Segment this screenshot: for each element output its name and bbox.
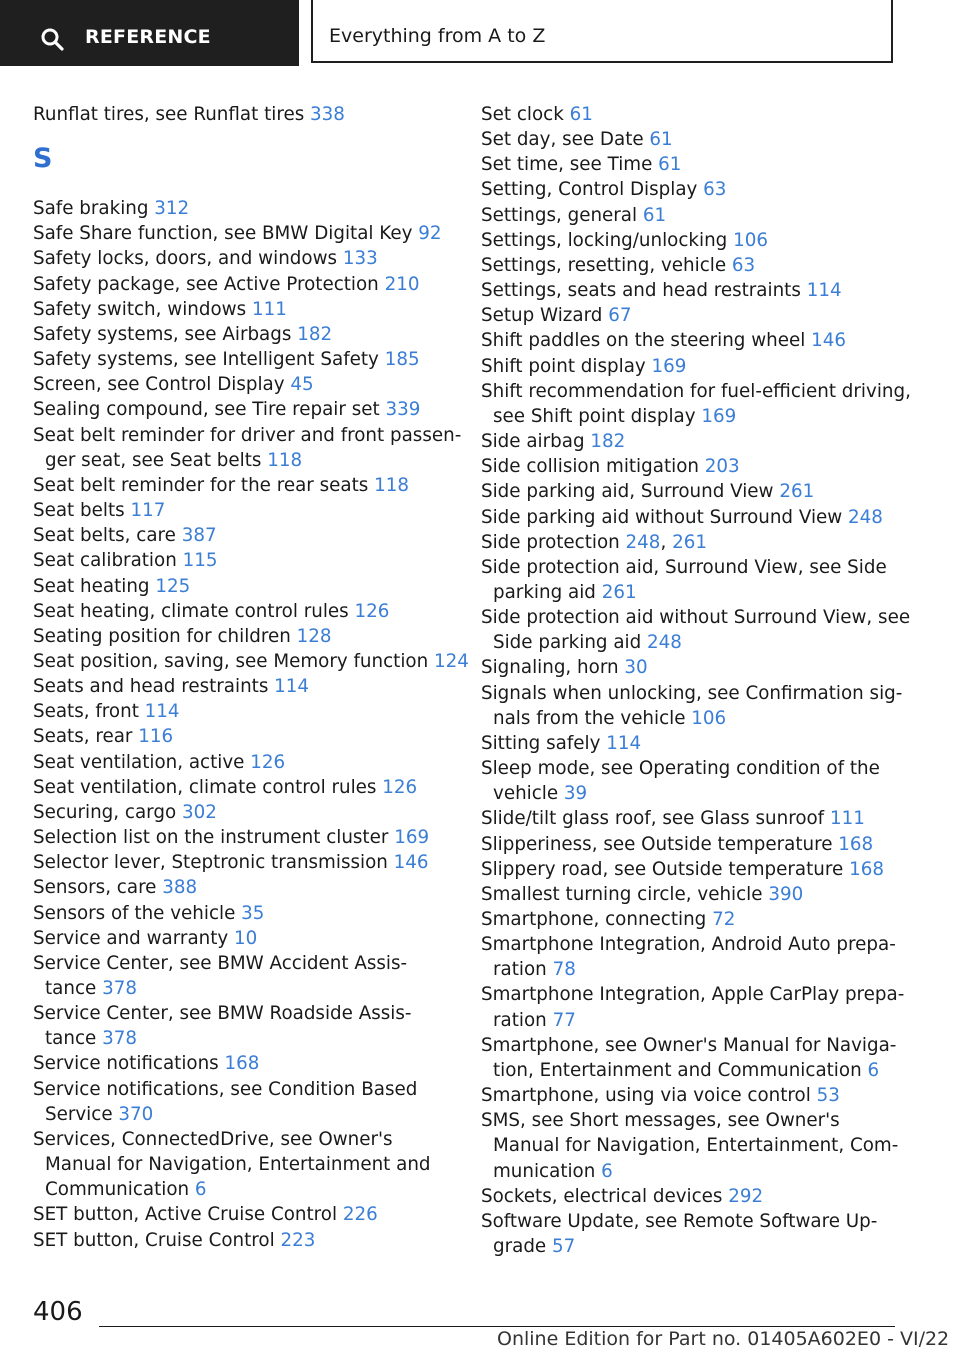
page-link[interactable]: 182 — [297, 323, 333, 345]
entry-text: Seats, rear — [33, 726, 133, 748]
entry-text: Seat heating — [33, 575, 150, 597]
page-link[interactable]: 114 — [806, 280, 842, 302]
page-link[interactable]: 223 — [280, 1229, 316, 1251]
page-link[interactable]: 126 — [354, 600, 390, 622]
page-link[interactable]: 388 — [162, 877, 198, 899]
index-entry — [33, 674, 453, 699]
entry-text: Seat belts, care — [33, 525, 176, 547]
index-entry — [33, 699, 453, 724]
index-entry — [481, 203, 911, 228]
index-entry — [481, 429, 911, 454]
entry-text: Seat belts — [33, 500, 125, 522]
index-entry — [481, 354, 911, 379]
entry-text: Setting, Control Display — [481, 179, 698, 201]
page-link[interactable]: 114 — [274, 676, 310, 698]
index-entry — [481, 228, 911, 253]
index-entry — [481, 177, 911, 202]
entry-text: Safety package, see Active Protection — [33, 273, 379, 295]
page-link[interactable]: 30 — [624, 657, 648, 679]
entry-text: Smartphone, see Owner's Manual for Naviga- — [481, 1034, 897, 1056]
page-link[interactable]: 302 — [181, 801, 217, 823]
page-link[interactable]: 39 — [563, 783, 588, 805]
entry-text: Seat ventilation, active — [33, 751, 245, 773]
index-entry — [33, 775, 453, 800]
index-entry — [33, 825, 453, 850]
page-link[interactable]: 387 — [181, 525, 217, 547]
index-entry — [481, 756, 911, 806]
page-link[interactable]: 10 — [234, 927, 258, 949]
page-link[interactable]: 61 — [569, 104, 593, 125]
entry-text: Communication — [45, 1179, 190, 1201]
entry-text: SET button, Cruise Control — [33, 1229, 275, 1251]
page-link[interactable]: 261 — [672, 531, 707, 553]
entry-text: Seating position for children — [33, 625, 291, 647]
index-entry — [481, 1033, 911, 1083]
index-entry — [481, 1108, 911, 1183]
index-entry — [33, 800, 453, 825]
entry-text: Safety systems, see Airbags — [33, 323, 292, 345]
page-link[interactable]: 168 — [849, 858, 884, 880]
index-column-right — [481, 102, 911, 1259]
entry-text: Screen, see Control Display — [33, 374, 285, 396]
entry-text: Services, ConnectedDrive, see Owner's — [33, 1128, 393, 1150]
entry-text: vehicle — [493, 783, 559, 805]
entry-text: tion, Entertainment and Communication — [493, 1059, 862, 1081]
entry-text: Settings, locking/unlocking — [481, 229, 728, 251]
page-link[interactable]: 248 — [647, 632, 682, 654]
entry-text: Safety systems, see Intelligent Safety — [33, 349, 379, 371]
page-link[interactable]: 114 — [144, 701, 180, 723]
entry-text: Safety switch, windows — [33, 298, 247, 320]
index-entry — [481, 731, 911, 756]
index-entry — [33, 1228, 453, 1253]
page-link[interactable]: 106 — [733, 229, 768, 251]
index-entry — [33, 347, 453, 372]
index-entry — [481, 1209, 911, 1259]
entry-text: Seat belt reminder for driver and front passen- — [33, 424, 462, 446]
index-entry — [481, 605, 911, 655]
index-entry — [33, 951, 453, 1001]
page-link[interactable]: 248 — [848, 506, 883, 528]
index-entry — [33, 649, 469, 674]
index-entry — [33, 297, 453, 322]
page-link[interactable]: 146 — [811, 330, 847, 352]
index-entry — [481, 982, 911, 1032]
entry-text: Side protection aid without Surround View, see — [481, 607, 911, 629]
entry-text: Settings, seats and head restraints — [481, 280, 801, 302]
page-link[interactable]: 114 — [606, 732, 642, 754]
entry-text: Shift recommendation for fuel-efficient driving, — [481, 380, 911, 402]
page-link[interactable]: 210 — [384, 273, 420, 295]
index-entry — [481, 832, 911, 857]
entry-text: Settings, resetting, vehicle — [481, 254, 727, 276]
index-entry — [481, 932, 911, 982]
index-entry — [33, 724, 453, 749]
entry-text: Software Update, see Remote Software Up- — [481, 1210, 878, 1232]
index-entry — [33, 875, 453, 900]
page-link[interactable]: 126 — [250, 751, 286, 773]
entry-text: SMS, see Short messages, see Owner's — [481, 1110, 840, 1132]
page-link[interactable]: 116 — [138, 726, 174, 748]
index-entry — [33, 926, 453, 951]
entry-text: Manual for Navigation, Entertainment, Com- — [493, 1135, 899, 1157]
entry-text: Side collision mitigation — [481, 456, 699, 478]
entry-text: Shift paddles on the steering wheel — [481, 330, 806, 352]
page-link[interactable]: 378 — [102, 978, 137, 999]
index-entry — [33, 1001, 453, 1051]
entry-text: Signaling, horn — [481, 657, 619, 679]
entry-text: Slide/tilt glass roof, see Glass sunroof — [481, 808, 825, 830]
entry-text: Seat calibration — [33, 550, 177, 572]
index-entry — [33, 523, 453, 548]
entry-text: Settings, general — [481, 204, 638, 226]
index-entry — [481, 655, 911, 680]
entry-text: Side parking aid, Surround View — [481, 481, 774, 503]
index-entry — [33, 221, 453, 246]
page-link[interactable]: 106 — [691, 707, 727, 729]
entry-text: Service and warranty — [33, 927, 229, 949]
page-link[interactable]: 118 — [267, 449, 303, 471]
page-link[interactable]: 185 — [384, 349, 420, 371]
entry-text: Side protection aid, Surround View, see Side — [481, 556, 887, 578]
entry-text: Seat ventilation, climate control rules — [33, 776, 377, 798]
entry-text: see Shift point display — [493, 405, 696, 427]
page-link[interactable]: 169 — [651, 355, 687, 377]
entry-text: tance — [45, 978, 97, 999]
index-entry — [481, 127, 911, 152]
entry-text: Seat position, saving, see Memory function — [33, 650, 429, 672]
entry-text: Sensors of the vehicle — [33, 902, 236, 924]
entry-text: Smartphone, connecting — [481, 909, 707, 930]
page-link[interactable]: 63 — [731, 254, 756, 276]
index-entry — [481, 328, 911, 353]
page-link[interactable]: 182 — [590, 431, 626, 453]
index-entry — [33, 397, 453, 422]
entry-text: Safe braking — [33, 198, 149, 220]
page-link[interactable]: 203 — [704, 456, 740, 478]
entry-text: ration — [493, 1009, 547, 1031]
entry-text: Service — [45, 1103, 113, 1125]
entry-text: Side parking aid — [493, 632, 642, 654]
index-entry — [33, 750, 453, 775]
page-link[interactable]: 378 — [102, 1028, 137, 1050]
page-link[interactable]: 261 — [779, 481, 815, 503]
index-entry — [481, 102, 911, 127]
index-entry — [33, 473, 453, 498]
page-link[interactable]: 124 — [433, 650, 469, 672]
page-link[interactable]: 45 — [290, 374, 314, 396]
index-entry — [481, 1083, 911, 1108]
entry-text: Service notifications, see Condition Based — [33, 1078, 418, 1100]
entry-text: Smartphone Integration, Apple CarPlay prepa- — [481, 984, 905, 1006]
entry-text: Sleep mode, see Operating condition of the — [481, 758, 880, 780]
index-entry — [481, 882, 911, 907]
page-link[interactable]: 261 — [601, 581, 637, 603]
index-entry: Side protection 248, 261 — [481, 531, 707, 553]
index-entry — [33, 1127, 453, 1202]
entry-text: Smartphone, using via voice control — [481, 1085, 811, 1107]
index-entry — [33, 1202, 453, 1227]
page-link[interactable]: 338 — [310, 104, 345, 125]
page-link[interactable]: 92 — [418, 223, 442, 245]
section-letter: S — [33, 143, 53, 175]
entry-text: Sensors, care — [33, 877, 157, 899]
entry-text: Selection list on the instrument cluster — [33, 827, 389, 849]
entry-text: Set clock — [481, 104, 564, 125]
page-link[interactable]: 169 — [394, 827, 430, 849]
index-entry — [33, 372, 453, 397]
index-entry — [33, 423, 462, 473]
entry-text: Seats and head restraints — [33, 676, 269, 698]
index-entry — [33, 1051, 453, 1076]
entry-text: Manual for Navigation, Entertainment and — [45, 1154, 431, 1176]
page-link[interactable]: 53 — [816, 1085, 840, 1107]
footer-divider — [99, 1326, 895, 1327]
index-entry — [33, 1077, 453, 1127]
index-entry — [481, 152, 911, 177]
entry-text: parking aid — [493, 581, 596, 603]
entry-text: Selector lever, Steptronic transmission — [33, 852, 388, 874]
index-entry — [481, 278, 911, 303]
entry-text: Runflat tires, see Runflat tires — [33, 104, 305, 125]
index-entry — [33, 850, 453, 875]
chapter-title: Everything from A to Z — [329, 25, 546, 47]
index-column-left — [33, 102, 469, 1253]
entry-text: Sealing compound, see Tire repair set — [33, 399, 380, 421]
page-link[interactable]: 77 — [552, 1009, 576, 1031]
index-entry — [481, 857, 911, 882]
page-link[interactable]: 61 — [642, 204, 667, 226]
page-link[interactable]: 168 — [838, 833, 874, 855]
page-number: 406 — [33, 1297, 83, 1327]
reference-label: REFERENCE — [85, 26, 211, 48]
page-link[interactable]: 78 — [552, 959, 576, 981]
index-entry — [481, 1184, 911, 1209]
entry-text: nals from the vehicle — [493, 707, 686, 729]
page-link[interactable]: 226 — [342, 1204, 378, 1226]
entry-text: Set day, see Date — [481, 129, 644, 151]
page-link[interactable]: 72 — [712, 909, 736, 930]
entry-text: tance — [45, 1028, 97, 1050]
index-entry — [481, 806, 911, 831]
page-link[interactable]: 312 — [154, 198, 190, 220]
page-link[interactable]: 111 — [251, 298, 287, 320]
page-header — [0, 0, 960, 66]
chapter-title-box — [311, 0, 893, 63]
entry-text: munication — [493, 1160, 596, 1182]
entry-text: Safe Share function, see BMW Digital Key — [33, 223, 413, 245]
entry-text: Setup Wizard — [481, 305, 603, 327]
entry-text: Side parking aid without Surround View — [481, 506, 843, 528]
page-link[interactable]: 115 — [182, 550, 218, 572]
page-link[interactable]: 125 — [155, 575, 191, 597]
search-icon — [40, 27, 64, 51]
index-entry — [33, 901, 453, 926]
index-entry — [33, 624, 453, 649]
index-entry — [481, 681, 911, 731]
entry-text: ration — [493, 959, 547, 981]
page-link[interactable]: 146 — [393, 852, 429, 874]
entry-text: Side airbag — [481, 431, 585, 453]
index-entry — [33, 102, 453, 127]
page-link[interactable]: 248 — [625, 531, 661, 553]
index-entry — [481, 379, 911, 429]
entry-text: SET button, Active Cruise Control — [33, 1204, 338, 1226]
index-entry — [481, 505, 911, 530]
page-link[interactable]: 292 — [728, 1185, 764, 1207]
index-entry — [33, 574, 453, 599]
page-link[interactable]: 133 — [342, 248, 378, 270]
page-link[interactable]: 370 — [118, 1103, 154, 1125]
entry-text: Seat belt reminder for the rear seats — [33, 474, 369, 496]
entry-text: Sitting safely — [481, 732, 601, 754]
entry-text: Seats, front — [33, 701, 139, 723]
entry-text: Set time, see Time — [481, 154, 653, 176]
entry-text: Slipperiness, see Outside temperature — [481, 833, 833, 855]
page-link[interactable]: 169 — [701, 405, 737, 427]
index-entry — [481, 253, 911, 278]
page-link[interactable]: 6 — [194, 1179, 207, 1201]
index-entry — [481, 555, 911, 605]
index-entry — [33, 498, 453, 523]
index-entry — [33, 196, 453, 221]
entry-text: Signals when unlocking, see Confirmation sig- — [481, 682, 903, 704]
index-entry — [33, 599, 453, 624]
page-link[interactable]: 390 — [768, 883, 804, 905]
reference-tab[interactable] — [0, 0, 299, 66]
page-link[interactable]: 35 — [241, 902, 265, 924]
index-entry — [33, 272, 453, 297]
page-link[interactable]: 61 — [658, 154, 682, 176]
entry-text: Service Center, see BMW Accident Assis- — [33, 952, 408, 974]
edition-note: Online Edition for Part no. 01405A602E0 - VI/22 — [497, 1328, 950, 1350]
entry-text: Service Center, see BMW Roadside Assis- — [33, 1003, 412, 1025]
page-link[interactable]: 6 — [601, 1160, 613, 1182]
entry-text: ger seat, see Seat belts — [45, 449, 262, 471]
index-entry — [481, 454, 911, 479]
entry-text: Securing, cargo — [33, 801, 177, 823]
index-entry — [33, 246, 453, 271]
entry-text: grade — [493, 1236, 547, 1258]
page-link[interactable]: 126 — [382, 776, 418, 798]
page-link[interactable]: 67 — [608, 305, 632, 327]
page-link[interactable]: 128 — [296, 625, 332, 647]
index-entry — [33, 322, 453, 347]
entry-text: Slippery road, see Outside temperature — [481, 858, 844, 880]
entry-text: Safety locks, doors, and windows — [33, 248, 338, 270]
entry-text: Smartphone Integration, Android Auto prepa- — [481, 934, 896, 956]
index-entry — [33, 548, 453, 573]
entry-text: Seat heating, climate control rules — [33, 600, 349, 622]
entry-text: Smallest turning circle, vehicle — [481, 883, 763, 905]
page-link[interactable]: 168 — [224, 1053, 260, 1075]
index-entry — [481, 479, 911, 504]
page-link[interactable]: 339 — [385, 399, 421, 421]
page-link[interactable]: 57 — [552, 1236, 576, 1258]
page-link[interactable]: 117 — [130, 500, 166, 522]
entry-text: Sockets, electrical devices — [481, 1185, 723, 1207]
page-link[interactable]: 61 — [649, 129, 673, 151]
index-entry — [481, 907, 911, 932]
index-entry — [481, 303, 911, 328]
entry-text: Shift point display — [481, 355, 646, 377]
page-link[interactable]: 63 — [703, 179, 727, 201]
entry-text: Service notifications — [33, 1053, 219, 1075]
page-link[interactable]: 111 — [829, 808, 865, 830]
entry-text: Side protection — [481, 531, 620, 553]
page-link[interactable]: 6 — [867, 1059, 880, 1081]
page-link[interactable]: 118 — [374, 474, 409, 496]
